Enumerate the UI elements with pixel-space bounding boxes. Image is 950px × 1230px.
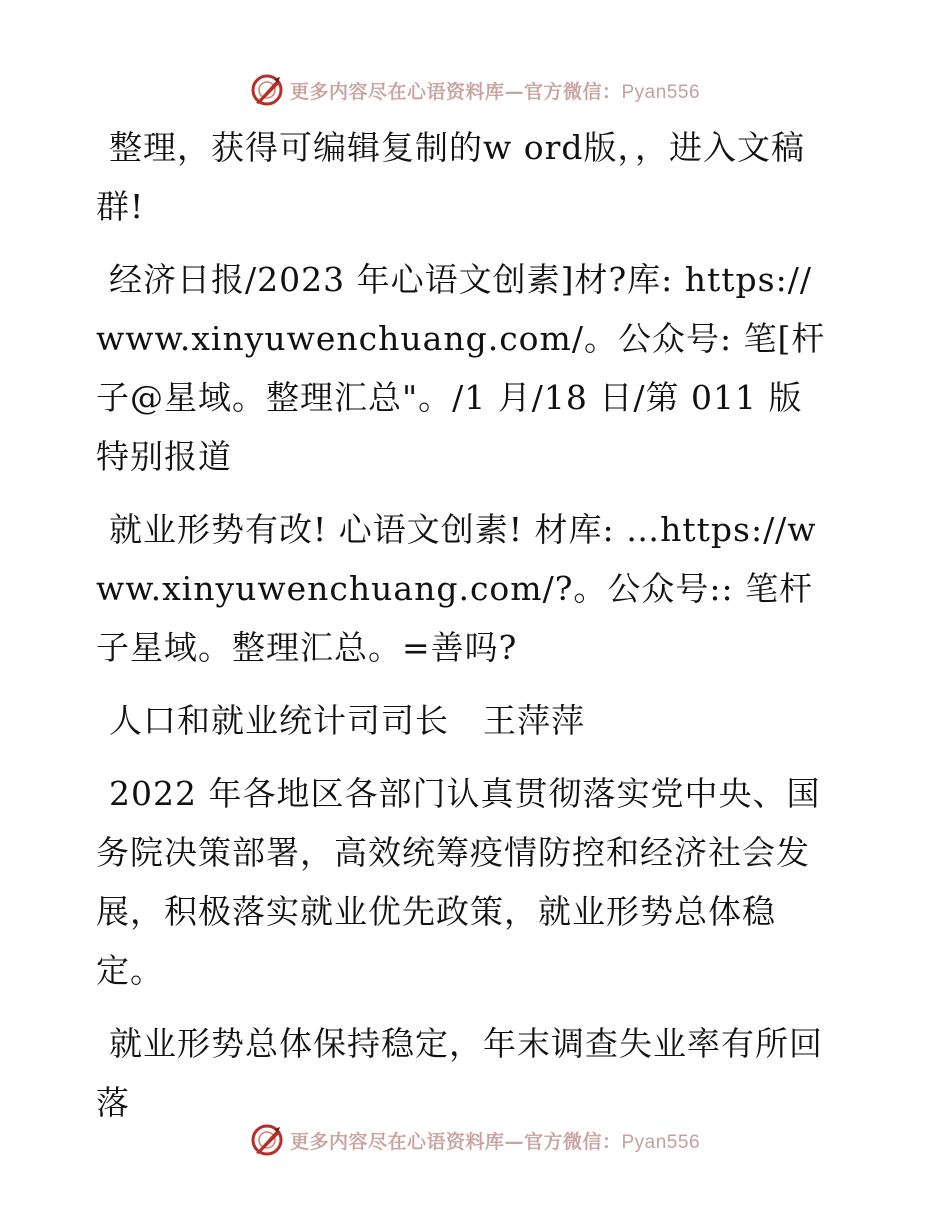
paragraph-source: 经济日报/2023 年心语文创素]材?库: https://www.xinyuwenchuang.com/。公众号: 笔[杆子@星域。整理汇总"。/1 月/18 日/第 011 版特别报道: [96, 260, 826, 476]
header-banner-inner: [250, 73, 700, 107]
header-banner-handle: Pyan556: [621, 81, 701, 103]
footer-banner-inner: [250, 1123, 700, 1157]
footer-banner: [0, 1120, 950, 1160]
quill-pen-logo-icon: [250, 73, 284, 107]
header-banner-text: [290, 77, 700, 104]
paragraph-intro: 整理，获得可编辑复制的w ord版，，进入文稿群!: [96, 128, 806, 226]
footer-banner-label: 更多内容尽在心语资料库—官方微信：: [289, 1130, 622, 1153]
document-body: [96, 118, 836, 1146]
paragraph-summary: 2022 年各地区各部门认真贯彻落实党中央、国务院决策部署，高效统筹疫情防控和经济社会发展，积极落实就业优先政策，就业形势总体稳定。: [96, 774, 821, 990]
footer-banner-text: [290, 1127, 700, 1154]
quill-pen-logo-icon: [250, 1123, 284, 1157]
paragraph-headline: 就业形势有改! 心语文创素! 材库: …https://www.xinyuwenchuang.com/?。公众号:: 笔杆子星域。整理汇总。=善吗?: [96, 510, 817, 667]
footer-banner-handle: Pyan556: [621, 1131, 701, 1153]
paragraph-author: 人口和就业统计司司长 王萍萍: [109, 701, 585, 740]
header-banner: [0, 70, 950, 110]
header-banner-label: 更多内容尽在心语资料库—官方微信：: [289, 80, 622, 103]
paragraph-subheading: 就业形势总体保持稳定，年末调查失业率有所回落: [96, 1024, 823, 1122]
